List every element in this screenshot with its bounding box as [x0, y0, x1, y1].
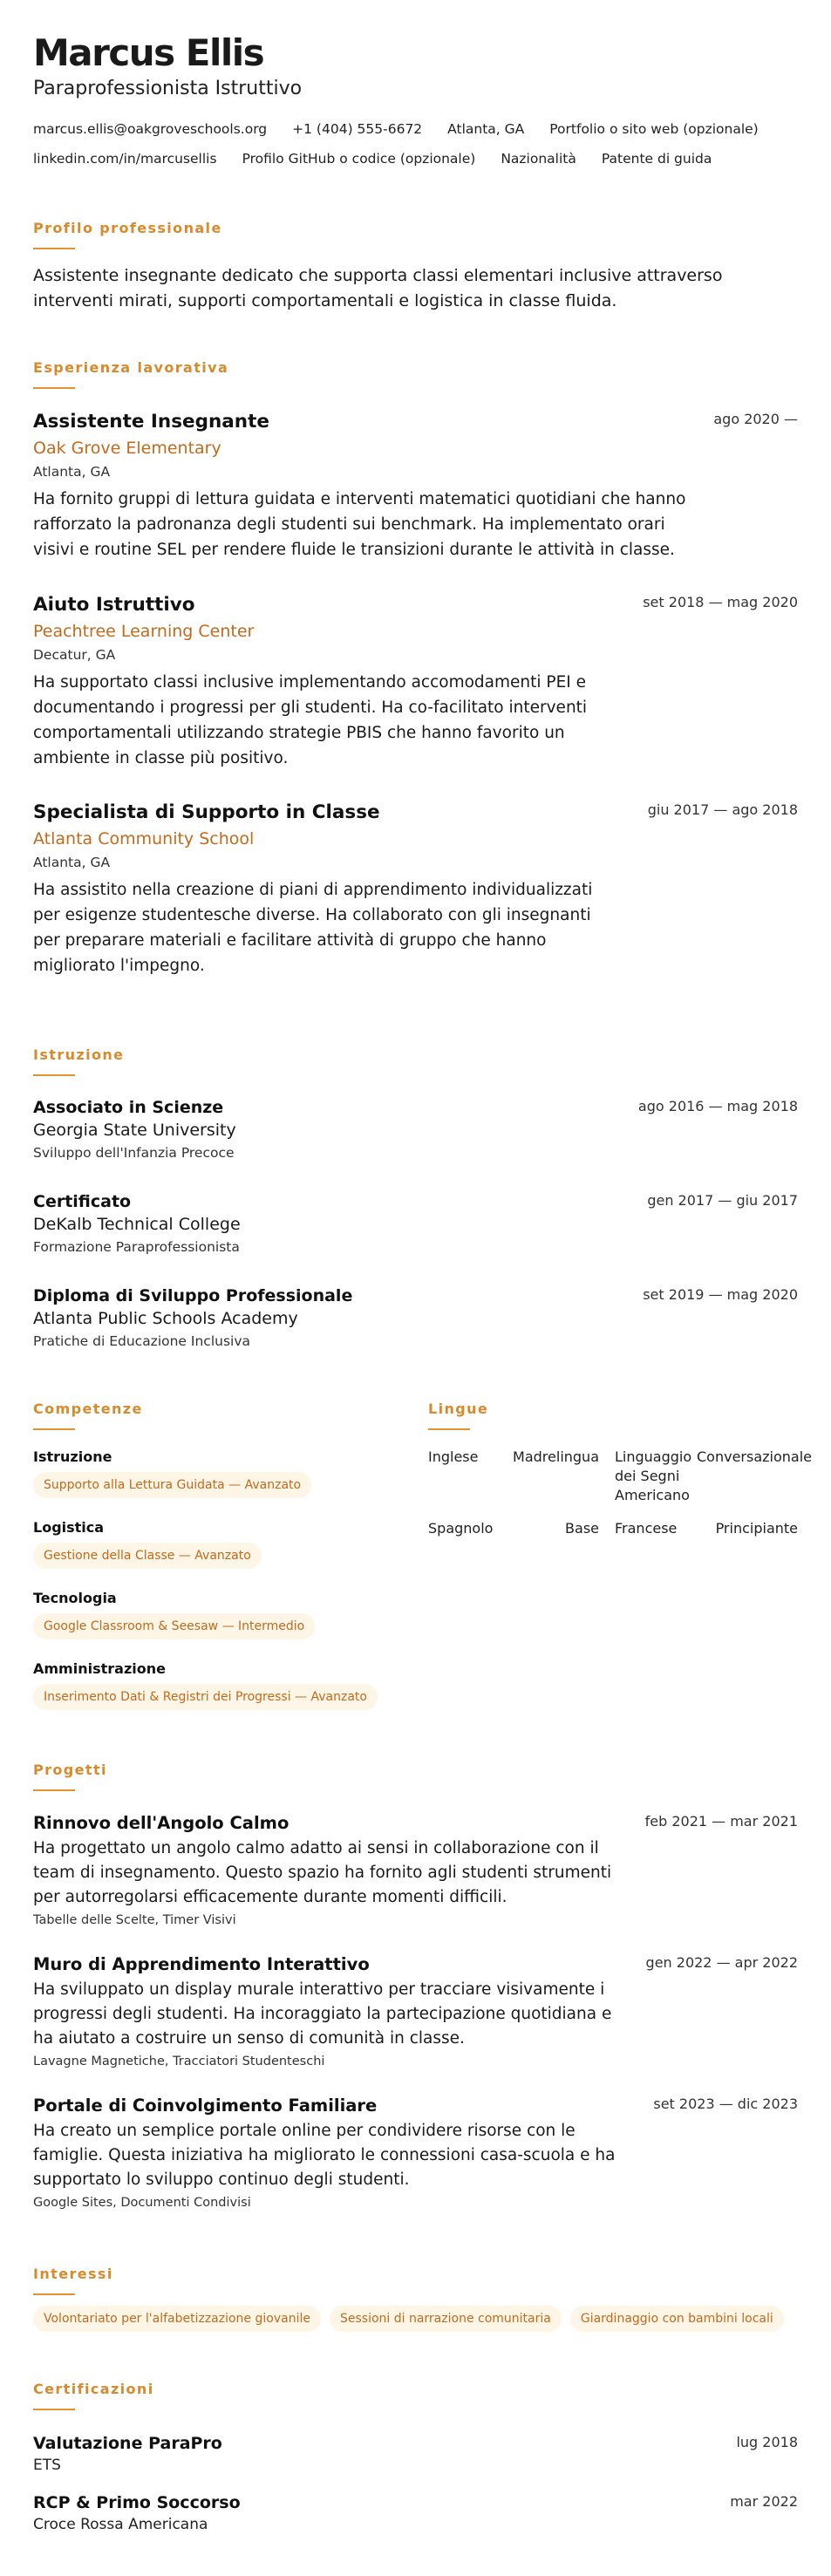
study-field: Formazione Paraprofessionista	[33, 1239, 240, 1255]
language-level: Base	[565, 1520, 599, 1537]
certification-date: lug 2018	[736, 2434, 798, 2450]
section-title: Competenze	[33, 1400, 143, 1417]
project-date: set 2023 — dic 2023	[653, 2096, 798, 2112]
section-divider	[33, 2409, 75, 2410]
candidate-name: Marcus Ellis	[33, 31, 264, 74]
job-title: Specialista di Supporto in Classe	[33, 801, 380, 823]
contact-row	[33, 150, 798, 167]
section-title: Profilo professionale	[33, 220, 222, 236]
company-name: Peachtree Learning Center	[33, 622, 255, 641]
summary-text: Assistente insegnante dedicato che supporta classi elementari inclusive attraverso interventi mirati, supporti comportamentali e logistica in classe fluida.	[33, 266, 723, 310]
skills-section	[33, 1400, 399, 1704]
skill-group-name: Tecnologia	[33, 1590, 117, 1606]
degree: Diploma di Sviluppo Professionale	[33, 1286, 353, 1305]
project-date: feb 2021 — mar 2021	[644, 1813, 798, 1830]
project-tools: Tabelle delle Scelte, Timer Visivi	[33, 1913, 236, 1927]
contact-linkedin[interactable]: linkedin.com/in/marcusellis	[33, 151, 217, 167]
project-tools: Lavagne Magnetiche, Tracciatori Studenteschi	[33, 2055, 325, 2068]
experience-section	[33, 359, 798, 389]
school-name: DeKalb Technical College	[33, 1215, 241, 1234]
job-location: Atlanta, GA	[33, 855, 111, 870]
contact-email[interactable]: marcus.ellis@oakgroveschools.org	[33, 121, 268, 137]
language-name: Inglese	[428, 1448, 479, 1465]
certification-title: RCP & Primo Soccorso	[33, 2493, 241, 2512]
certifications-section	[33, 2381, 798, 2410]
projects-section	[33, 1762, 798, 1791]
job-description: Ha supportato classi inclusive implementando accomodamenti PEI e documentando i progressi per gli studenti. Ha co-facilitato interventi comportamentali utilizzando strategie PBIS che hanno favorito un ambiente in classe più positivo.	[33, 673, 588, 767]
section-divider	[33, 1428, 75, 1430]
section-title: Progetti	[33, 1762, 107, 1778]
section-divider	[33, 1789, 75, 1791]
section-divider	[33, 2293, 75, 2295]
job-title: Aiuto Istruttivo	[33, 594, 195, 616]
project-item	[33, 2095, 798, 2211]
section-divider	[33, 387, 75, 389]
contact-github[interactable]: Profilo GitHub o codice (opzionale)	[242, 151, 476, 167]
section-title: Esperienza lavorativa	[33, 359, 229, 376]
contact-phone[interactable]: +1 (404) 555-6672	[292, 121, 423, 137]
resume-page	[33, 30, 812, 2533]
experience-item	[33, 593, 798, 771]
job-date: ago 2020 —	[713, 411, 798, 427]
job-title: Assistente Insegnante	[33, 411, 269, 433]
project-item	[33, 1812, 798, 1929]
degree: Certificato	[33, 1192, 132, 1211]
languages-section	[428, 1400, 812, 1575]
job-description: Ha assistito nella creazione di piani di apprendimento individualizzati per esigenze studentesche diverse. Ha collaborato con gli insegnanti per preparare materiali e facilitare attività di gruppo che hanno migliorato l'impegno.	[33, 881, 593, 975]
section-title: Lingue	[428, 1400, 489, 1417]
certification-title: Valutazione ParaPro	[33, 2434, 222, 2453]
interests-section	[33, 2266, 798, 2332]
project-title: Muro di Apprendimento Interattivo	[33, 1954, 370, 1974]
section-divider	[33, 248, 75, 249]
company-name: Atlanta Community School	[33, 829, 255, 848]
study-field: Pratiche di Educazione Inclusiva	[33, 1333, 250, 1349]
education-item	[33, 1191, 798, 1257]
job-description: Ha fornito gruppi di lettura guidata e interventi matematici quotidiani che hanno rafforzato la padronanza degli studenti sui benchmark. Ha implementato orari visivi e routine SEL per rendere fluide le transizioni durante le attività in classe.	[33, 490, 686, 559]
skill-group	[33, 1518, 262, 1569]
language-name: Francese	[615, 1520, 678, 1537]
project-tools: Google Sites, Documenti Condivisi	[33, 2196, 251, 2210]
interest-list	[33, 2306, 798, 2332]
skill-group	[33, 1589, 315, 1639]
skill-group-name: Istruzione	[33, 1448, 112, 1465]
certification-issuer: ETS	[33, 2457, 61, 2474]
interest-tag: Giardinaggio con bambini locali	[570, 2306, 784, 2332]
section-title: Istruzione	[33, 1046, 125, 1063]
education-date: ago 2016 — mag 2018	[637, 1098, 798, 1114]
skill-tag: Google Classroom & Seesaw — Intermedio	[33, 1613, 315, 1639]
resume-header	[33, 30, 798, 167]
project-description: Ha sviluppato un display murale interattivo per tracciare visivamente i progressi degli studenti. Ha incoraggiato la partecipazione quotidiana e ha aiutato a costruire un senso di comunità in classe.	[33, 1980, 612, 2048]
language-name: Spagnolo	[428, 1520, 494, 1537]
certification-item	[33, 2492, 798, 2535]
education-date: gen 2017 — giu 2017	[647, 1192, 798, 1209]
section-title: Certificazioni	[33, 2381, 154, 2397]
project-title: Portale di Coinvolgimento Familiare	[33, 2096, 378, 2116]
contact-location: Atlanta, GA	[447, 121, 525, 137]
section-title: Interessi	[33, 2266, 113, 2282]
skill-tag: Inserimento Dati & Registri dei Progressi — Avanzato	[33, 1684, 378, 1710]
section-divider	[428, 1428, 470, 1430]
certification-date: mar 2022	[730, 2493, 798, 2510]
contact-nationality: Nazionalità	[501, 151, 576, 167]
experience-item	[33, 801, 798, 978]
skill-group	[33, 1659, 378, 1710]
skill-tag: Supporto alla Lettura Guidata — Avanzato	[33, 1472, 311, 1498]
project-date: gen 2022 — apr 2022	[645, 1954, 798, 1971]
skill-group-name: Amministrazione	[33, 1660, 166, 1677]
contact-driving-license: Patente di guida	[601, 151, 712, 167]
interest-tag: Sessioni di narrazione comunitaria	[330, 2306, 562, 2332]
language-level: Principiante	[715, 1520, 798, 1537]
section-divider	[33, 1074, 75, 1076]
job-location: Decatur, GA	[33, 647, 116, 663]
study-field: Sviluppo dell'Infanzia Precoce	[33, 1145, 235, 1161]
skill-group-name: Logistica	[33, 1519, 105, 1536]
candidate-role: Paraprofessionista Istruttivo	[33, 78, 303, 99]
certification-issuer: Croce Rossa Americana	[33, 2516, 208, 2533]
school-name: Georgia State University	[33, 1121, 236, 1140]
company-name: Oak Grove Elementary	[33, 439, 221, 458]
project-description: Ha creato un semplice portale online per condividere risorse con le famiglie. Questa iniziativa ha migliorato le connessioni casa-scuola e ha supportato lo sviluppo continuo degli studenti.	[33, 2122, 616, 2189]
language-level: Madrelingua	[513, 1448, 599, 1465]
school-name: Atlanta Public Schools Academy	[33, 1309, 298, 1328]
interest-tag: Volontariato per l'alfabetizzazione giovanile	[33, 2306, 321, 2332]
certification-item	[33, 2433, 798, 2476]
job-date: set 2018 — mag 2020	[643, 594, 798, 610]
education-date: set 2019 — mag 2020	[643, 1286, 798, 1303]
job-date: giu 2017 — ago 2018	[647, 801, 798, 818]
education-item	[33, 1285, 798, 1351]
education-item	[33, 1097, 798, 1162]
education-section	[33, 1046, 798, 1076]
job-location: Atlanta, GA	[33, 464, 111, 480]
skill-group	[33, 1448, 311, 1498]
contact-row	[33, 120, 798, 138]
project-description: Ha progettato un angolo calmo adatto ai sensi in collaborazione con il team di insegnamento. Questo spazio ha fornito agli studenti strumenti per autorregolarsi efficacemente durante momenti difficili.	[33, 1839, 612, 1906]
project-title: Rinnovo dell'Angolo Calmo	[33, 1813, 289, 1833]
summary-section	[33, 220, 798, 314]
skill-tag: Gestione della Classe — Avanzato	[33, 1543, 262, 1569]
language-level: Conversazionale	[697, 1448, 812, 1465]
experience-item	[33, 410, 798, 562]
degree: Associato in Scienze	[33, 1098, 224, 1117]
language-name: Linguaggio dei Segni Americano	[615, 1448, 692, 1503]
contact-portfolio[interactable]: Portfolio o sito web (opzionale)	[549, 121, 759, 137]
project-item	[33, 1953, 798, 2070]
